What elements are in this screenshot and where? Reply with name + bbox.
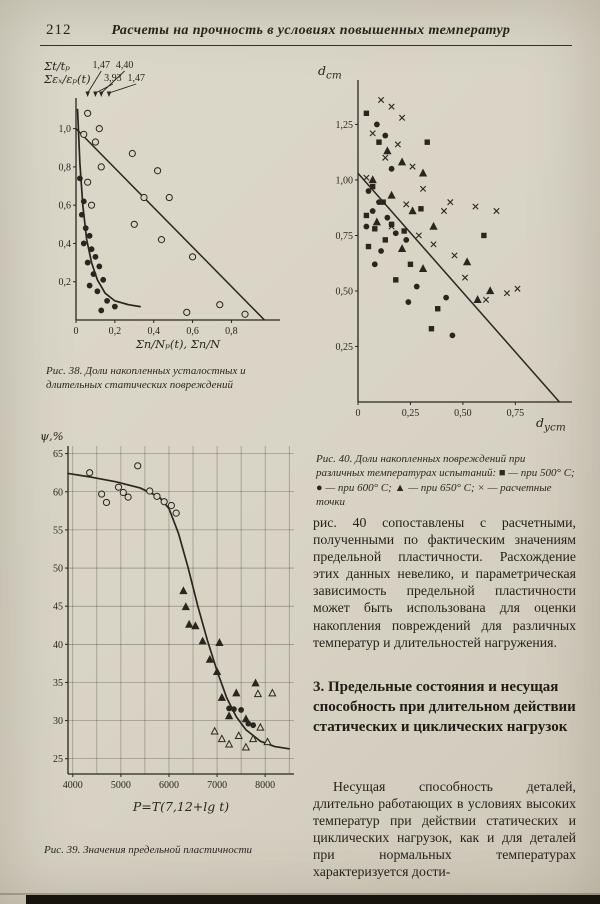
fig40-xlabel-main: d xyxy=(536,415,545,430)
svg-text:0,8: 0,8 xyxy=(58,162,71,174)
svg-text:25: 25 xyxy=(53,754,63,766)
svg-text:0,25: 0,25 xyxy=(401,408,420,419)
svg-text:0,6: 0,6 xyxy=(58,200,71,212)
svg-text:0,75: 0,75 xyxy=(506,408,525,419)
fig39-caption: Рис. 39. Значения предельной пластичности xyxy=(44,844,253,856)
svg-text:0,2: 0,2 xyxy=(108,326,122,337)
scan-edge-bar xyxy=(26,895,600,904)
svg-text:0,6: 0,6 xyxy=(186,326,199,337)
svg-text:60: 60 xyxy=(53,487,63,499)
body-paragraph-1: рис. 40 сопоставлены с расчетными, полученными по фактическим значениям предельной пластичности. Расхождение этих данных невелико, и параметрическая зависимость предельной пластичности может быть использована для оценки накопления повреждений для различных температур и длительностей нагружения. xyxy=(313,515,576,650)
fig39-x-axis-label: P=T(7,12+lg t) xyxy=(132,799,230,814)
svg-text:35: 35 xyxy=(53,677,63,689)
svg-text:0: 0 xyxy=(355,408,361,419)
svg-text:1,47: 1,47 xyxy=(92,60,111,71)
svg-text:30: 30 xyxy=(53,716,63,728)
svg-text:0,4: 0,4 xyxy=(58,238,71,250)
page-header xyxy=(46,22,564,39)
fig40-x-axis-label xyxy=(536,416,566,433)
svg-text:1,25: 1,25 xyxy=(335,119,353,131)
fig40-legend: ■ — при 500° С; ● — при 600° С; ▲ — при 650° С; × — расчетные точки xyxy=(316,467,575,508)
svg-text:1,0: 1,0 xyxy=(58,124,71,136)
fig40-scatter-chart xyxy=(312,62,584,434)
svg-text:7000: 7000 xyxy=(207,780,228,791)
header-rule xyxy=(40,45,572,46)
svg-text:0,50: 0,50 xyxy=(454,408,472,419)
svg-text:5000: 5000 xyxy=(110,780,131,791)
svg-text:1,47: 1,47 xyxy=(127,73,145,84)
fig38-caption: Рис. 38. Доли накопленных усталостных и длительных статических повреждений xyxy=(46,365,246,392)
fig38-scatter-chart xyxy=(40,56,292,356)
fig38-ylabel-top: Σt/tₚ xyxy=(44,59,70,73)
fig39-y-axis-label: ψ,% xyxy=(40,429,64,443)
section-heading: 3. Предельные состояния и несущая способность при длительном действии статических и циклических нагрузок xyxy=(313,679,576,735)
svg-text:8000: 8000 xyxy=(255,780,276,791)
svg-text:0,50: 0,50 xyxy=(335,286,353,298)
svg-text:1,00: 1,00 xyxy=(335,175,353,187)
fig38-x-axis-label: Σn/Nₚ(t), Σn/N xyxy=(135,337,221,351)
page-number: 212 xyxy=(46,22,72,38)
svg-text:0: 0 xyxy=(73,326,79,337)
svg-text:0,75: 0,75 xyxy=(335,230,353,242)
svg-text:0,4: 0,4 xyxy=(147,326,160,337)
fig40-ylabel-main: d xyxy=(318,63,327,78)
svg-text:0,25: 0,25 xyxy=(335,341,353,353)
body-paragraph-2: Несущая способность деталей, длительно работающих в условиях высоких температур при действии статических и циклических нагрузок, как и для деталей при нормальных температурах характеризуется дости- xyxy=(313,779,576,880)
svg-text:55: 55 xyxy=(53,525,63,537)
svg-text:4000: 4000 xyxy=(62,780,83,791)
fig40-caption-text: Рис. 40. Доли накопленных повреждений при различных температурах испытаний: xyxy=(316,453,526,480)
fig38-ylabel-bottom: Σεₓ/εₚ(t) xyxy=(44,72,91,87)
svg-text:65: 65 xyxy=(53,449,63,461)
svg-text:45: 45 xyxy=(53,601,63,613)
svg-text:40: 40 xyxy=(53,639,63,651)
fig40-ylabel-sub: ст xyxy=(326,69,342,82)
fig40-xlabel-sub: уст xyxy=(544,421,566,434)
fig40-caption xyxy=(316,452,576,509)
svg-text:50: 50 xyxy=(53,563,63,575)
svg-text:6000: 6000 xyxy=(158,780,179,791)
running-title: Расчеты на прочность в условиях повышенных температур xyxy=(111,23,511,38)
svg-text:0,2: 0,2 xyxy=(58,277,71,289)
fig38-y-axis-label xyxy=(44,60,91,86)
svg-text:4,40: 4,40 xyxy=(115,60,134,71)
svg-text:0,8: 0,8 xyxy=(225,326,238,337)
fig39-scatter-chart xyxy=(36,436,304,808)
svg-text:3,93: 3,93 xyxy=(104,73,122,84)
